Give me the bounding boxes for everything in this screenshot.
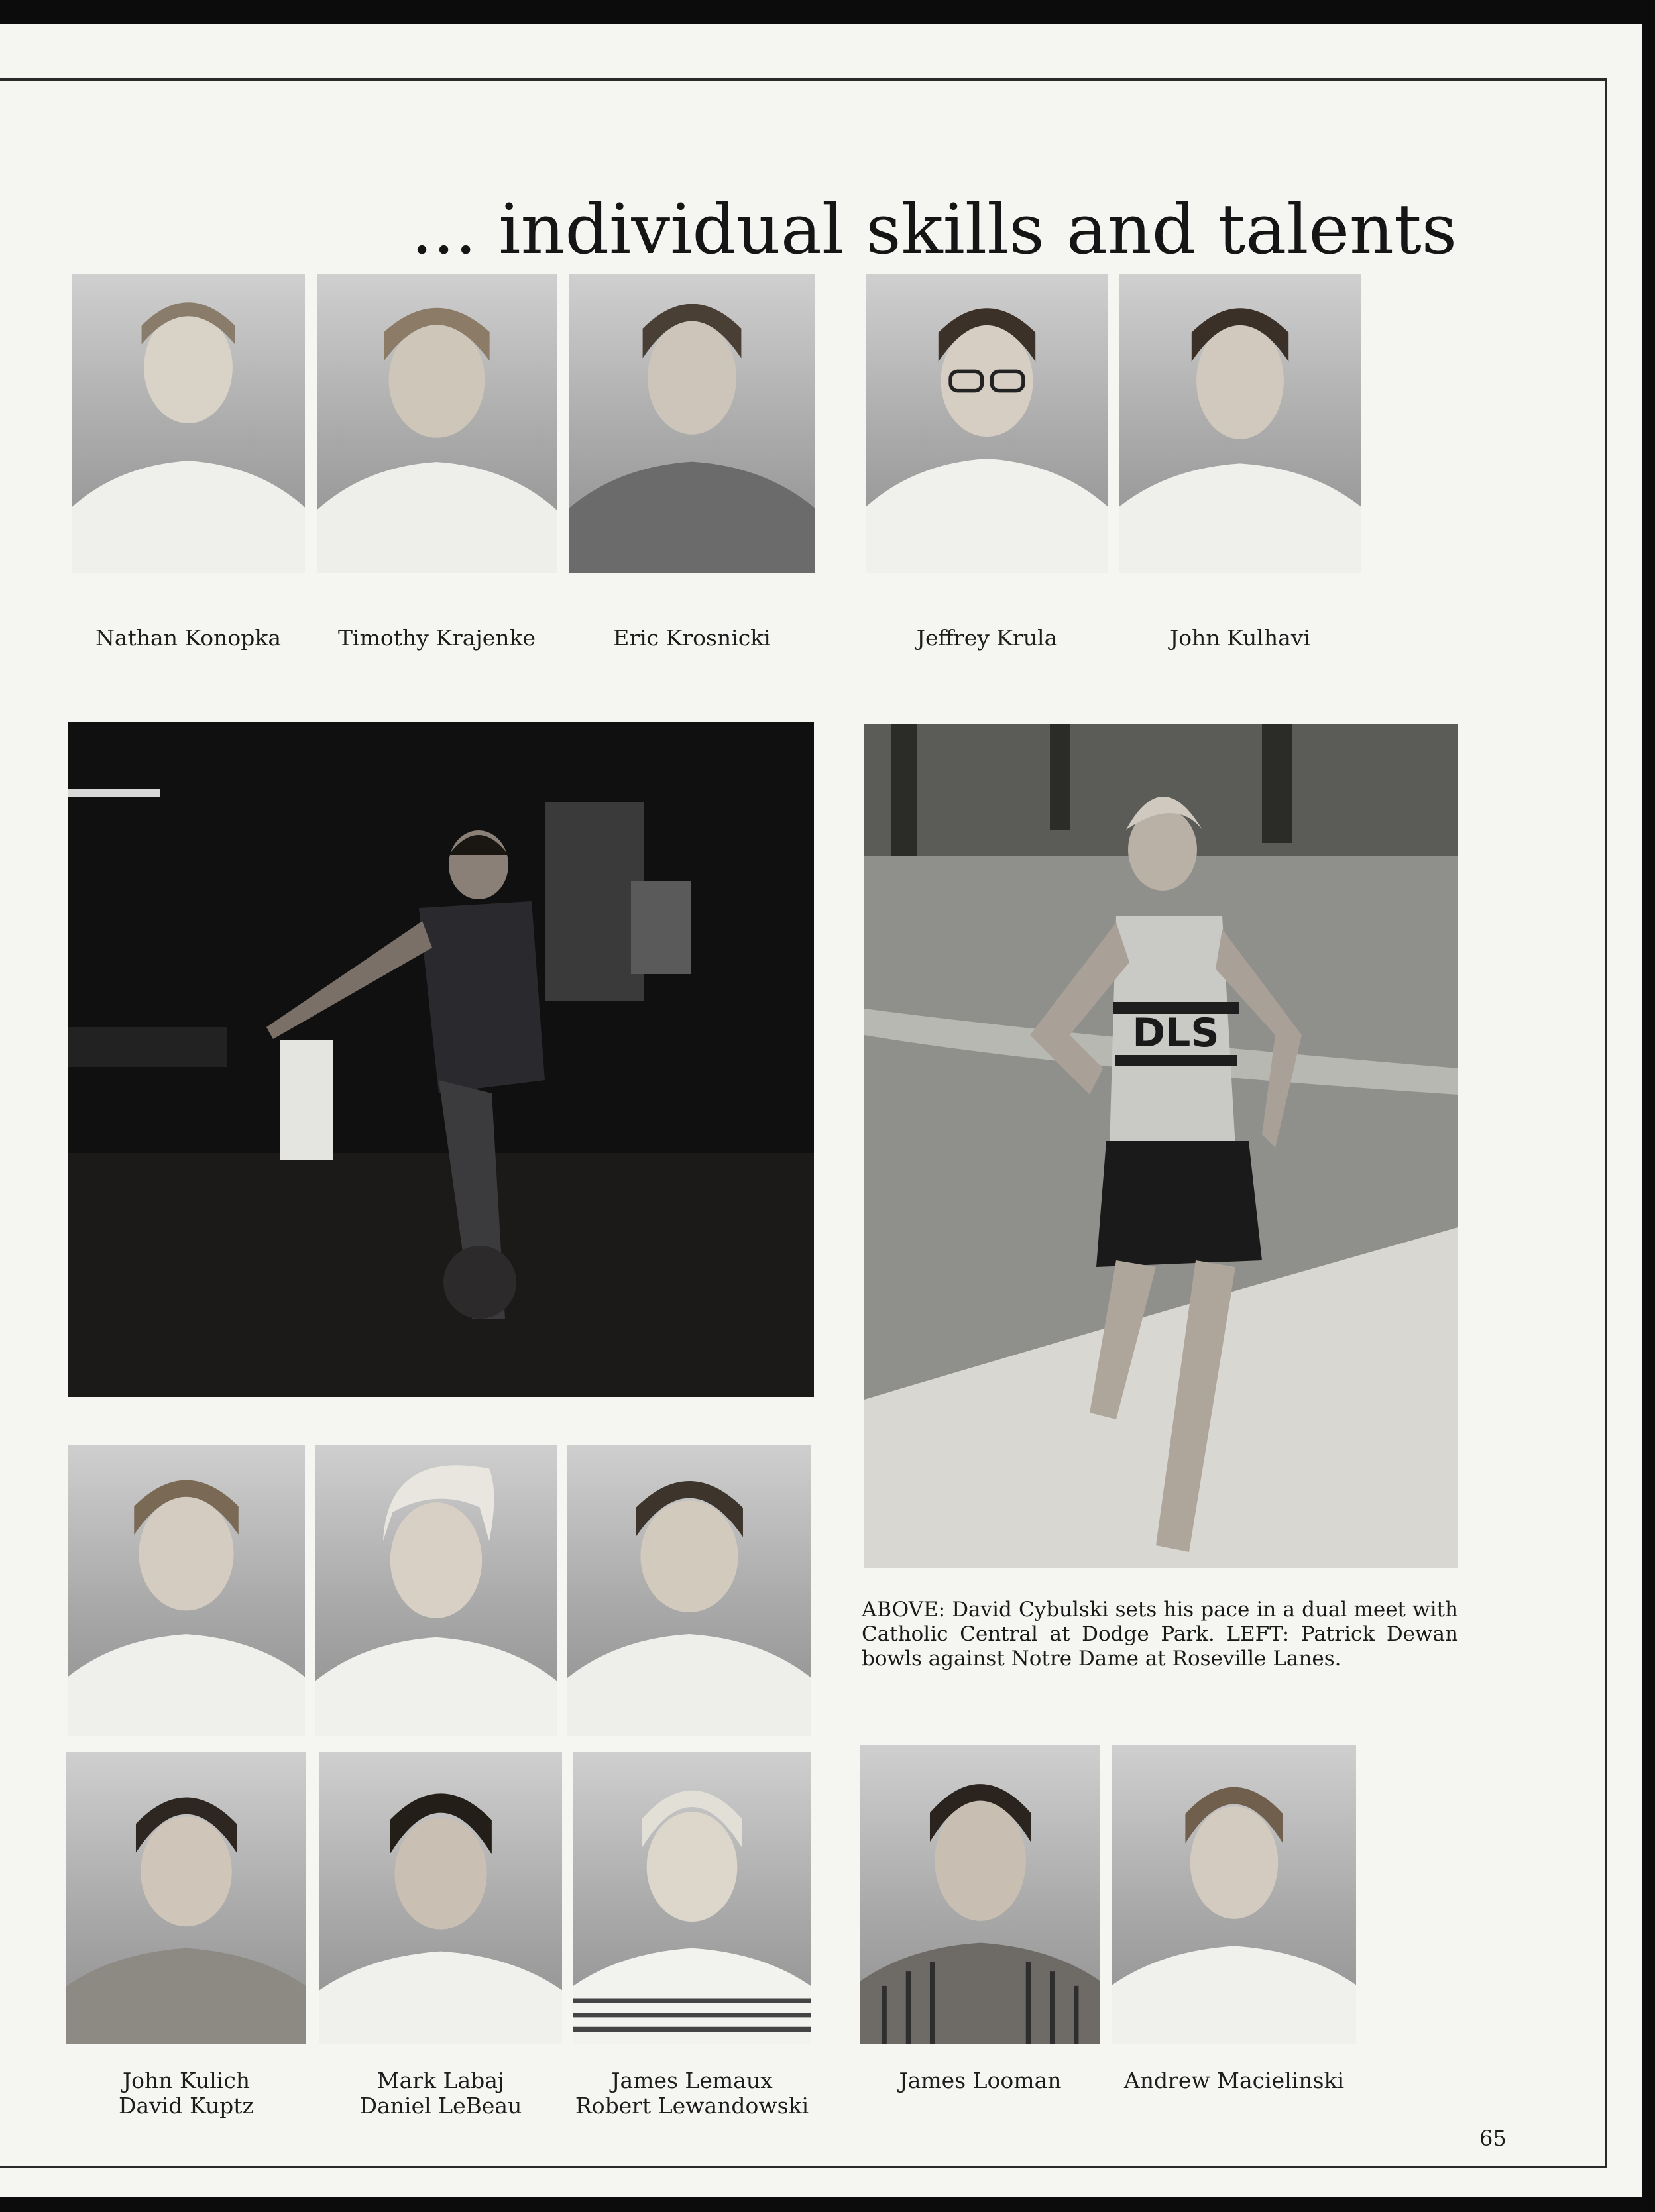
portrait-eric-krosnicki xyxy=(569,274,815,573)
portrait-mark-labaj xyxy=(315,1445,557,1736)
runner-shirt-text: DLS xyxy=(1132,1010,1220,1056)
portrait-andrew-macielinski xyxy=(1112,1745,1356,2044)
name-eric-krosnicki: Eric Krosnicki xyxy=(613,625,771,651)
portrait-john-kulich xyxy=(68,1445,305,1736)
name-daniel-lebeau: Daniel LeBeau xyxy=(359,2093,522,2119)
portrait-daniel-lebeau xyxy=(319,1752,562,2044)
name-nathan-konopka: Nathan Konopka xyxy=(95,625,282,651)
page-number: 65 xyxy=(1479,2126,1507,2151)
name-andrew-macielinski: Andrew Macielinski xyxy=(1123,2068,1345,2093)
photo-caption: ABOVE: David Cybulski sets his pace in a dual meet with Catholic Central at Dodge Park. LEFT: Patrick Dewan bowls against Notre Dame at Roseville Lanes. xyxy=(862,1598,1458,1671)
portrait-timothy-krajenke xyxy=(317,274,557,573)
name-james-looman: James Looman xyxy=(899,2068,1062,2093)
portrait-james-lemaux xyxy=(567,1445,811,1736)
yearbook-page xyxy=(0,24,1642,2197)
page-headline: ... individual skills and talents xyxy=(411,189,1457,270)
photo-cross-country-runner xyxy=(864,724,1458,1568)
portrait-david-kuptz xyxy=(66,1752,306,2044)
name-jeffrey-krula: Jeffrey Krula xyxy=(916,625,1058,651)
name-robert-lewandowski: Robert Lewandowski xyxy=(575,2093,809,2119)
name-john-kulich: John Kulich xyxy=(122,2068,251,2093)
portrait-james-looman xyxy=(860,1745,1100,2044)
portrait-jeffrey-krula xyxy=(866,274,1108,573)
name-david-kuptz: David Kuptz xyxy=(119,2093,254,2119)
portrait-nathan-konopka xyxy=(72,274,305,573)
portrait-robert-lewandowski xyxy=(573,1752,811,2044)
portrait-john-kulhavi xyxy=(1119,274,1361,573)
name-timothy-krajenke: Timothy Krajenke xyxy=(337,625,536,651)
name-john-kulhavi: John Kulhavi xyxy=(1170,625,1310,651)
name-mark-labaj: Mark Labaj xyxy=(376,2068,505,2093)
photo-bowling xyxy=(68,722,814,1397)
name-james-lemaux: James Lemaux xyxy=(611,2068,773,2093)
